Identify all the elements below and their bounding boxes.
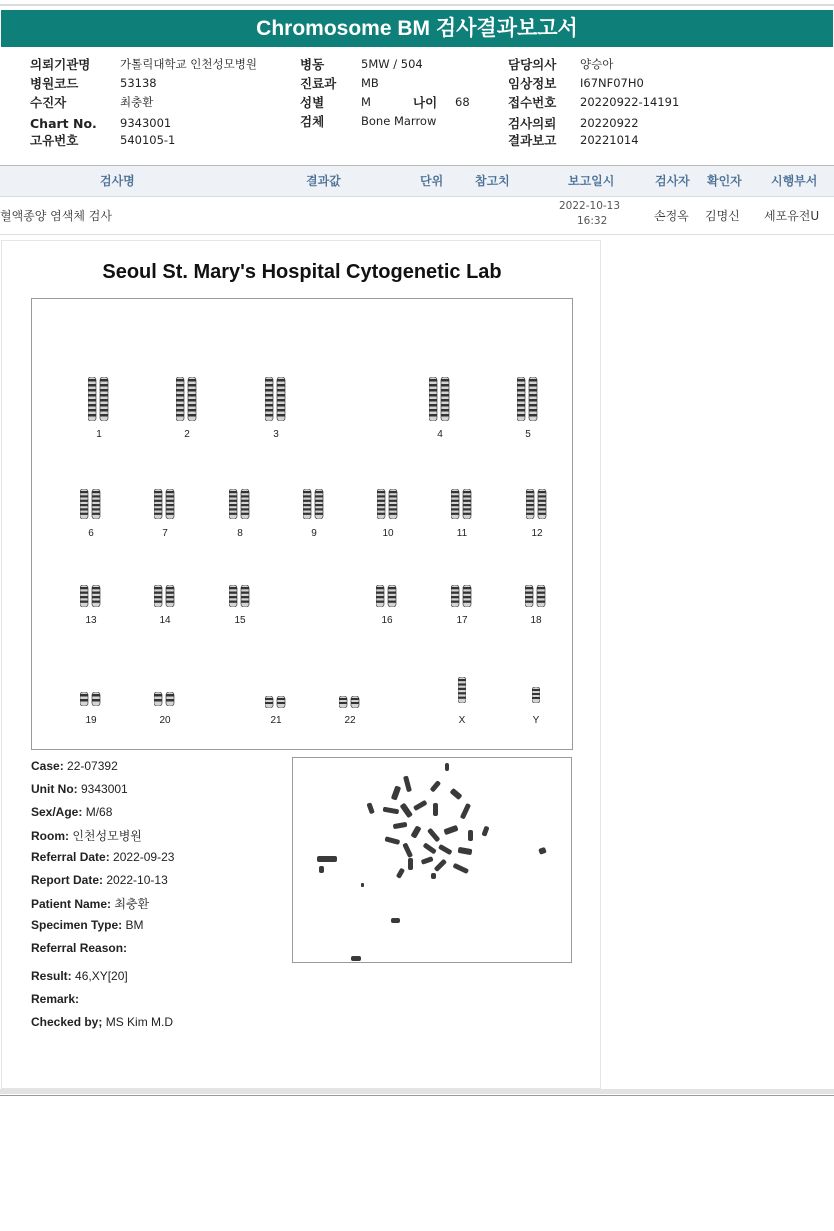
value-requesting-institution: 가톨릭대학교 인천성모병원	[120, 57, 257, 71]
specimen-type-line	[31, 918, 143, 932]
chromosome-label: 15	[234, 615, 246, 626]
case-value: 22-07392	[67, 759, 118, 773]
chromosome-pair	[339, 693, 361, 705]
value-sex: M	[361, 95, 371, 109]
report-date-label: Report Date:	[31, 873, 104, 887]
karyogram	[31, 298, 573, 750]
chromosome-label: 16	[381, 615, 393, 626]
cell-tester: 손정옥	[654, 209, 689, 223]
lab-title: Seoul St. Mary's Hospital Cytogenetic Lab	[102, 261, 502, 283]
referral-date-value: 2022-09-23	[113, 850, 175, 864]
chromosome-pair	[451, 489, 473, 519]
chromosome-pair	[154, 585, 176, 607]
chromosome-label: 11	[456, 528, 468, 539]
value-unique-no: 540105-1	[120, 133, 176, 147]
label-test-request: 검사의뢰	[508, 116, 557, 131]
label-age: 나이	[413, 95, 438, 110]
chromosome-label: 17	[456, 615, 468, 626]
chromosome-label: 6	[88, 528, 94, 539]
chromosome-pair	[229, 585, 251, 607]
th-unit: 단위	[420, 174, 444, 188]
th-reference: 참고치	[475, 174, 510, 188]
label-chart-no: Chart No.	[30, 116, 97, 131]
chromosome-pair	[377, 489, 399, 519]
th-test-name: 검사명	[100, 174, 135, 188]
unit-no-line	[31, 782, 128, 796]
unit-no-label: Unit No:	[31, 782, 78, 796]
chromosome-pair	[154, 691, 176, 705]
metaphase-image	[292, 757, 572, 963]
th-tester: 검사자	[655, 174, 690, 188]
value-result-report: 20221014	[580, 133, 639, 147]
referral-reason-line	[31, 941, 127, 955]
label-sex: 성별	[300, 95, 325, 110]
sex-age-label: Sex/Age:	[31, 805, 83, 819]
chromosome-label: 13	[85, 615, 97, 626]
label-ward: 병동	[300, 57, 325, 72]
chromosome-pair	[517, 377, 539, 421]
label-requesting-institution: 의뢰기관명	[30, 57, 91, 72]
chromosome-label: 1	[96, 429, 102, 440]
chromosome-pair	[303, 489, 325, 519]
room-line	[31, 827, 142, 844]
chromosome-label: 12	[531, 528, 543, 539]
value-clinical-info: I67NF07H0	[580, 76, 644, 90]
label-receipt-no: 접수번호	[508, 95, 557, 110]
chromosome-label: 22	[344, 715, 356, 726]
report-title: Chromosome BM 검사결과보고서	[1, 10, 833, 47]
chromosome-pair	[376, 585, 398, 607]
chromosome-pair	[458, 677, 466, 703]
value-physician: 양승아	[580, 57, 614, 71]
cell-report-date: 2022-10-13	[559, 200, 621, 212]
chromosome-label: 5	[525, 429, 531, 440]
value-hospital-code: 53138	[120, 76, 157, 90]
cell-confirmer: 김명신	[705, 209, 740, 223]
result-value: 46,XY[20]	[75, 969, 128, 983]
cell-department: 세포유전U	[764, 209, 820, 223]
remark-label: Remark:	[31, 992, 80, 1006]
label-result-report: 결과보고	[508, 133, 557, 148]
label-clinical-info: 임상정보	[508, 76, 557, 91]
label-unique-no: 고유번호	[30, 133, 79, 148]
chromosome-label: 19	[85, 715, 97, 726]
th-department: 시행부서	[771, 174, 818, 188]
chromosome-pair	[429, 377, 451, 421]
chromosome-label: 18	[530, 615, 542, 626]
chromosome-pair	[154, 489, 176, 519]
th-confirmer: 확인자	[707, 174, 742, 188]
value-patient: 최충환	[120, 95, 154, 109]
metaphase-spread	[293, 758, 571, 962]
th-result: 결과값	[306, 174, 341, 188]
case-line	[31, 759, 118, 773]
chromosome-label: 9	[311, 528, 317, 539]
report-date-line	[31, 873, 168, 887]
chromosome-pair	[80, 489, 102, 519]
value-test-request: 20220922	[580, 116, 639, 130]
label-specimen: 검체	[300, 114, 325, 129]
chromosome-pair	[451, 585, 473, 607]
chromosome-pair	[265, 693, 287, 705]
th-report-date: 보고일시	[568, 174, 615, 188]
chromosome-label: 2	[184, 429, 190, 440]
chromosome-label: X	[458, 715, 466, 726]
chromosome-label: 10	[382, 528, 394, 539]
bottom-divider	[0, 1089, 834, 1094]
specimen-type-value: BM	[125, 918, 144, 932]
chromosome-label: 8	[237, 528, 243, 539]
table-row[interactable]	[0, 197, 834, 235]
result-line	[31, 969, 128, 983]
unit-no-value: 9343001	[81, 782, 128, 796]
chromosome-label: Y	[532, 715, 540, 726]
checked-by-value: MS Kim M.D	[105, 1015, 174, 1029]
remark-line	[31, 992, 79, 1006]
value-age: 68	[455, 95, 470, 109]
value-department: MB	[361, 76, 379, 90]
chromosome-label: 4	[437, 429, 443, 440]
patient-name-label: Patient Name:	[31, 897, 112, 911]
specimen-type-label: Specimen Type:	[31, 918, 123, 932]
referral-date-line	[31, 850, 174, 864]
chromosome-label: 20	[159, 715, 171, 726]
chromosome-label: 21	[270, 715, 282, 726]
room-value: 인천성모병원	[72, 829, 142, 843]
room-label: Room:	[31, 829, 69, 843]
report-date-value: 2022-10-13	[106, 873, 168, 887]
cell-report-time: 16:32	[577, 215, 608, 227]
value-receipt-no: 20220922-14191	[580, 95, 680, 109]
referral-reason-label: Referral Reason:	[31, 941, 128, 955]
referral-date-label: Referral Date:	[31, 850, 110, 864]
bottom-line	[0, 1095, 834, 1096]
cell-test-name: 혈액종양 염색체 검사	[0, 209, 112, 223]
label-physician: 담당의사	[508, 57, 557, 72]
chromosome-pair	[80, 691, 102, 705]
sex-age-value: M/68	[85, 805, 113, 819]
checked-by-line	[31, 1015, 173, 1029]
chromosome-pair	[80, 585, 102, 607]
case-label: Case:	[31, 759, 64, 773]
chromosome-pair	[526, 489, 548, 519]
table-header	[0, 166, 834, 197]
label-patient: 수진자	[30, 95, 67, 110]
patient-name-value: 최충환	[114, 897, 150, 911]
value-chart-no: 9343001	[120, 116, 172, 130]
result-label: Result:	[31, 969, 72, 983]
chromosome-pair	[229, 489, 251, 519]
chromosome-pair	[265, 377, 287, 421]
value-ward: 5MW / 504	[361, 57, 423, 71]
top-divider	[0, 4, 834, 6]
label-department: 진료과	[300, 76, 337, 91]
chromosome-pair	[532, 687, 540, 703]
patient-name-line	[31, 895, 149, 912]
karyotype-report	[1, 240, 601, 1089]
chromosome-pair	[525, 585, 547, 607]
chromosome-label: 14	[159, 615, 171, 626]
chromosome-label: 7	[162, 528, 168, 539]
chromosome-pair	[88, 377, 110, 421]
value-specimen: Bone Marrow	[361, 114, 437, 128]
checked-by-label: Checked by;	[31, 1015, 103, 1029]
label-hospital-code: 병원코드	[30, 76, 79, 91]
chromosome-pair	[176, 377, 198, 421]
sex-age-line	[31, 805, 112, 819]
chromosome-label: 3	[273, 429, 279, 440]
